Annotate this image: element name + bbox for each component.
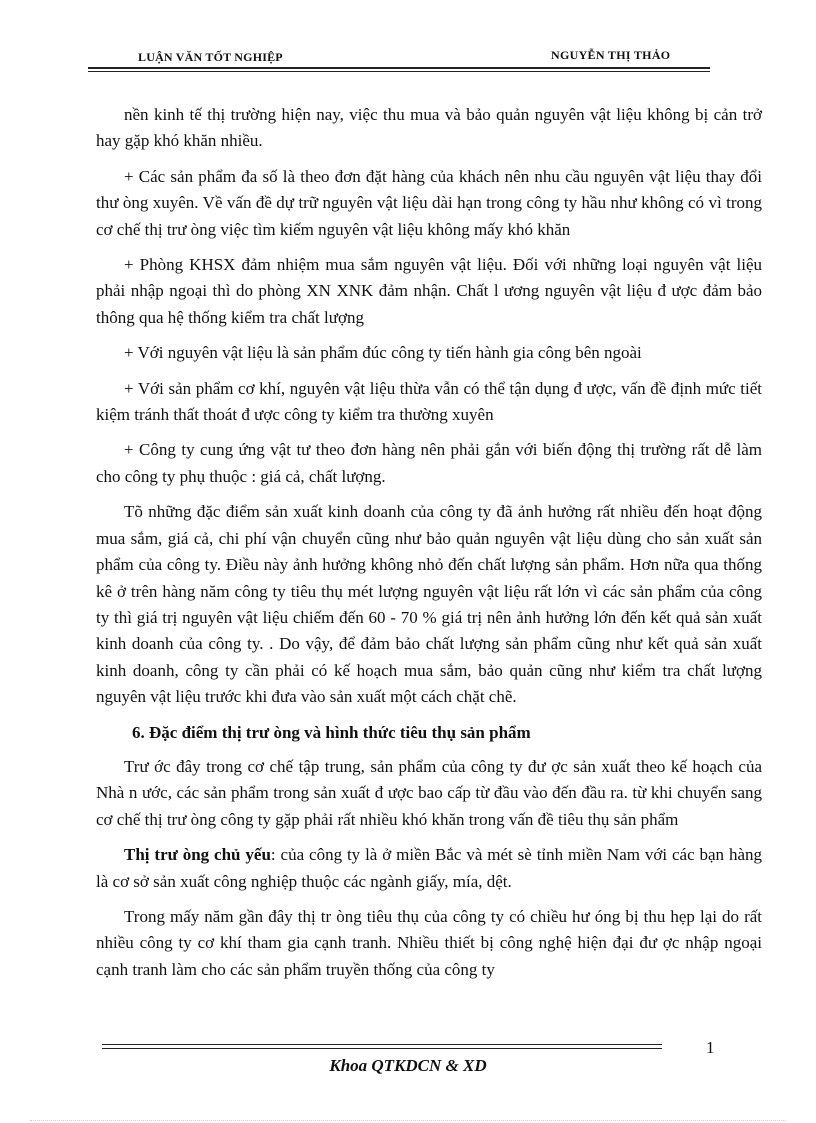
paragraph-7: Tõ những đặc điểm sản xuất kinh doanh của công ty đã ảnh hưởng rất nhiều đến hoạt động mua sắm, giá cả, chi phí vận chuyển cũng như bảo quản nguyên vật liệu dùng cho sản xuất sản phẩm của công ty. Điều này ảnh hưởng không nhỏ đến chất lượng sản phẩm. Hơn nữa qua thống kê ở trên hàng năm công ty tiêu thụ mét lượng nguyên vật liệu rất lớn vì các sản phẩm của công ty thì giá trị nguyên vật liệu chiếm đến 60 - 70 % giá trị nên ảnh hưởng lớn đến kết quả sản xuất kinh doanh của công ty. . Do vậy, để đảm bảo chất lượng sản phẩm cũng như kết quả sản xuất kinh doanh, công ty cần phải có kế hoạch mua sắm, bảo quản cũng như kiểm tra chất lượng nguyên vật liệu trước khi đưa vào sản xuất một cách chặt chẽ. <box>96 502 762 707</box>
paragraph-9: Trong mấy năm gần đây thị tr òng tiêu thụ của công ty có chiều hư óng bị thu hẹp lại do rất nhiều công ty cơ khí tham gia cạnh tranh. Nhiều thiết bị công nghệ hiện đại đư ợc nhập ngoại cạnh tranh làm cho các sản phẩm truyền thống của công ty <box>96 906 762 979</box>
paragraph-5: + Với sản phẩm cơ khí, nguyên vật liệu thừa vẫn có thể tận dụng đ ược, vấn đề định mức tiết kiệm tránh thất thoát đ ược công ty kiểm tra thường xuyên <box>96 378 762 425</box>
section-heading: 6. Đặc điểm thị trư òng và hình thức tiêu thụ sản phẩm <box>132 722 531 742</box>
market-text: : của công ty là ở miền Bắc và mét sè tỉnh miền Nam với các bạn hàng là cơ sở sản xuất công nghiệp thuộc các ngành giấy, mía, dệt. <box>96 845 762 891</box>
paragraph-4: + Với nguyên vật liệu là sản phẩm đúc công ty tiến hành gia công bên ngoài <box>124 343 642 363</box>
document-body <box>96 102 762 992</box>
page-edge-divider <box>30 1120 786 1121</box>
footer-rule-thin <box>102 1048 662 1049</box>
footer-faculty: Khoa QTKDCN & XD <box>329 1056 487 1075</box>
paragraph-market <box>96 842 762 895</box>
header-thesis-title: LUẬN VĂN TỐT NGHIỆP <box>138 50 283 64</box>
footer-rule <box>102 1044 662 1045</box>
header-rule <box>88 67 710 69</box>
paragraph-8: Trư ớc đây trong cơ chế tập trung, sản phẩm của công ty đư ợc sản xuất theo kế hoạch của Nhà n ước, các sản phẩm trong sản xuất đ ược bao cấp từ đầu vào đến đầu ra. từ khi chuyển sang cơ chế thị trư òng công ty gặp phải rất nhiều khó khăn trong vấn đề tiêu thụ sản phẩm <box>96 756 762 829</box>
paragraph-3: + Phòng KHSX đảm nhiệm mua sắm nguyên vật liệu. Đối với những loại nguyên vật liệu phải nhập ngoại thì do phòng XN XNK đảm nhận. Chất l ương nguyên vật liệu đ ược đảm bảo thông qua hệ thống kiểm tra chất lượng <box>96 255 762 327</box>
paragraph-6: + Công ty cung ứng vật tư theo đơn hàng nên phải gắn với biến động thị trường rất dễ làm cho công ty phụ thuộc : giá cả, chất lượng. <box>96 440 762 486</box>
header-rule-thin <box>88 71 710 72</box>
page-number: 1 <box>706 1038 715 1057</box>
page-header <box>88 46 710 68</box>
paragraph-2: + Các sản phẩm đa số là theo đơn đặt hàng của khách nên nhu cầu nguyên vật liệu thay đổi thư òng xuyên. Về vấn đề dự trữ nguyên vật liệu dài hạn trong công ty hầu như không có vì trong cơ chế thị trư òng việc tìm kiếm nguyên vật liệu không mấy khó khăn <box>96 166 762 239</box>
header-author: NGUYỄN THỊ THẢO <box>551 48 671 62</box>
market-label: Thị trư òng chủ yếu <box>124 845 271 865</box>
paragraph-1: nền kinh tế thị trường hiện nay, việc thu mua và bảo quản nguyên vật liệu không bị cản trở hay gặp khó khăn nhiều. <box>96 105 762 151</box>
